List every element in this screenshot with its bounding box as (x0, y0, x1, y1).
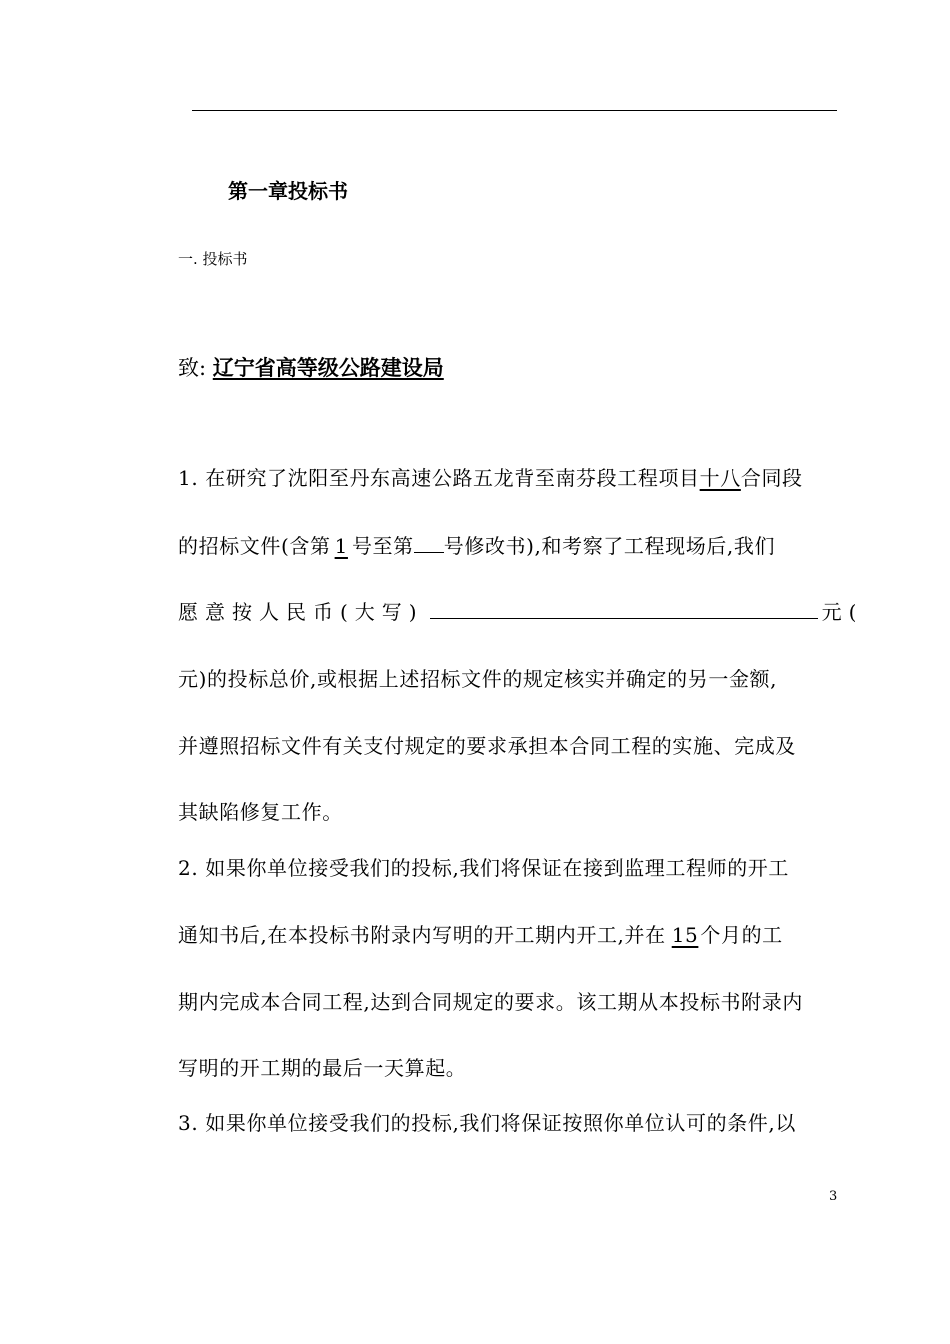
header-rule (192, 110, 837, 111)
page-number: 3 (829, 1189, 838, 1204)
para1-line1 (178, 463, 853, 493)
addressee-name: 辽宁省高等级公路建设局 (212, 356, 444, 380)
amendment-end-blank (414, 534, 444, 553)
amount-words-blank (430, 600, 818, 619)
para2-line4: 写明的开工期的最后一天算起。 (178, 1056, 467, 1080)
para1-line3 (178, 597, 864, 627)
para2-line2-end: 个月的工 (700, 923, 783, 947)
para2-line3: 期内完成本合同工程,达到合同规定的要求。该工期从本投标书附录内 (178, 990, 803, 1014)
amendment-start-number: 1 (334, 534, 348, 558)
para1-line3-end: 元( (821, 600, 864, 624)
para1-line2 (178, 531, 853, 561)
para2-line2-text: 通知书后,在本投标书附录内写明的开工期内开工,并在 (178, 923, 666, 947)
para1-line3-text: 愿意按人民币(大写) (178, 600, 424, 624)
para1-line2-end: 号修改书),和考察了工程现场后,我们 (443, 534, 776, 558)
construction-months: 15 (671, 923, 699, 947)
para1-line1-end: 合同段 (740, 466, 803, 490)
para3-line1: 3. 如果你单位接受我们的投标,我们将保证按照你单位认可的条件,以 (178, 1111, 796, 1135)
para1-line6: 其缺陷修复工作。 (178, 800, 343, 824)
para2-line1: 2. 如果你单位接受我们的投标,我们将保证在接到监理工程师的开工 (178, 856, 789, 880)
para1-line2-text: 的招标文件(含第 (178, 534, 331, 558)
para2-line2 (178, 920, 853, 950)
para1-line1-text: 1. 在研究了沈阳至丹东高速公路五龙背至南芬段工程项目 (178, 466, 700, 490)
contract-section-number: 十八 (699, 466, 741, 490)
para1-line5: 并遵照招标文件有关支付规定的要求承担本合同工程的实施、完成及 (178, 734, 796, 758)
chapter-title: 第一章投标书 (228, 179, 348, 203)
para1-line2-mid: 号至第 (351, 534, 414, 558)
addressee-prefix: 致: (178, 356, 207, 380)
addressee-line (178, 353, 444, 383)
para1-line4: 元)的投标总价,或根据上述招标文件的规定核实并确定的另一金额, (178, 667, 778, 691)
section-title: 一. 投标书 (178, 250, 248, 268)
